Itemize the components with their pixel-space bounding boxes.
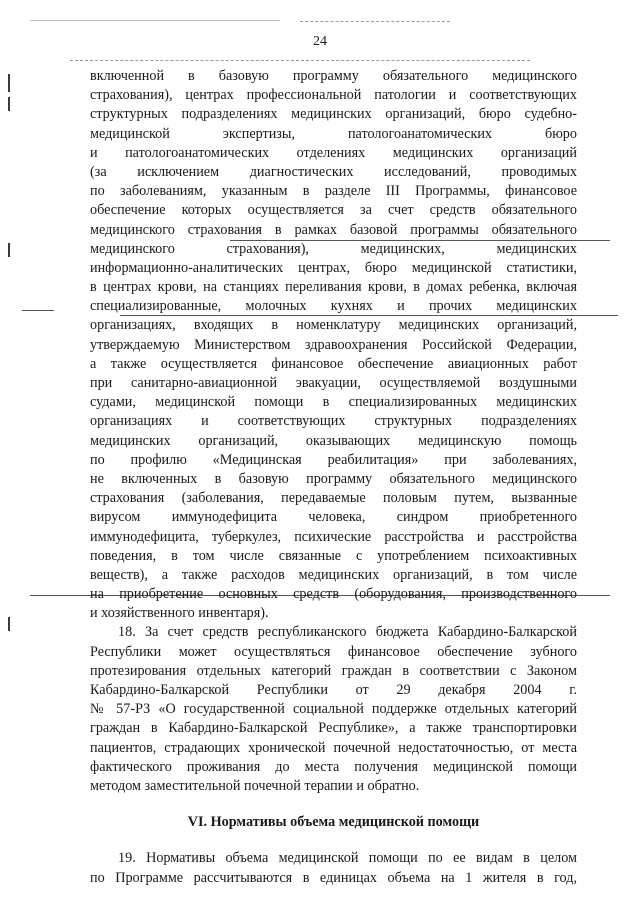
text-line: на приобретение основных средств (оборудования, производственного [90,586,577,603]
text-line: медицинской экспертизы, патологоанатомических бюро [90,125,577,142]
margin-bar [8,97,10,111]
text-line: страхования (заболевания, передаваемые половым путем, вызванные [90,490,577,507]
text-line: № 57-РЗ «О государственной социальной поддержке отдельных категорий [90,701,577,718]
text-line: медицинских организаций, оказывающих медицинскую помощь [90,432,577,449]
text-line: веществ), а также расходов медицинских организаций, в том числе [90,566,577,583]
text-line: страхования), центрах профессиональной патологии и соответствующих [90,87,577,104]
text-line: поведения, в том числе связанные с употреблением психоактивных [90,547,577,564]
section-heading: VI. Нормативы объема медицинской помощи [187,814,480,831]
text-line: медицинского страхования в рамках базовой программы обязательного [90,221,577,238]
scan-artifact-line [70,60,530,61]
text-line: по Программе рассчитываются в единицах объема на 1 жителя в год, [90,869,577,886]
text-line: (за исключением диагностических исследований, проводимых [90,163,577,180]
text-line: утверждаемую Министерством здравоохранения Российской Федерации, [90,336,577,353]
text-line: обеспечение которых осуществляется за счет средств обязательного [90,202,577,219]
text-line: пациентов, страдающих хронической почечной недостаточностью, от места [90,739,577,756]
text-line: протезирования отдельных категорий граждан в соответствии с Законом [90,662,577,679]
text-line: граждан в Кабардино-Балкарской Республике», а также транспортировки [90,720,577,737]
text-line: фактического проживания до места получения медицинской помощи [90,758,577,775]
scan-artifact-line [30,20,280,21]
body-text [90,67,577,888]
margin-bar [8,243,10,257]
text-line: вирусом иммунодефицита человека, синдром приобретенного [90,509,577,526]
text-line: организациях, входящих в номенклатуру медицинских организаций, [90,317,577,334]
margin-bar [8,74,10,92]
margin-dash [22,310,54,311]
margin-bar [8,617,10,631]
text-line: по профилю «Медицинская реабилитация» при заболеваниях, [90,451,577,468]
text-line: и патологоанатомических отделениях медицинских организаций [90,144,577,161]
text-line: методом заместительной почечной терапии и обратно. [90,777,420,794]
text-line: не включенных в базовую программу обязательного медицинского [90,470,577,487]
text-line: 19. Нормативы объема медицинской помощи по ее видам в целом [118,850,577,867]
text-line: по заболеваниям, указанным в разделе III Программы, финансовое [90,183,577,200]
scan-artifact-line [300,21,450,22]
text-line: специализированные, молочных кухнях и прочих медицинских [90,298,577,315]
text-line: организациях и соответствующих структурных подразделениях [90,413,577,430]
text-line: иммунодефицита, туберкулез, психические расстройства и расстройства [90,528,577,545]
text-line: судами, медицинской помощи в специализированных медицинских [90,394,577,411]
text-line: медицинского страхования), медицинских, медицинских [90,240,577,257]
text-line: включенной в базовую программу обязательного медицинского [90,68,577,84]
text-line: и хозяйственного инвентаря). [90,605,269,622]
text-line: Республики может осуществляться финансовое обеспечение зубного [90,643,577,660]
text-line: Кабардино-Балкарской Республики от 29 декабря 2004 г. [90,682,577,698]
text-line: при санитарно-авиационной эвакуации, осуществляемой воздушными [90,375,577,391]
text-line: в центрах крови, на станциях переливания крови, в домах ребенка, включая [90,279,577,296]
page-number: 24 [313,34,327,49]
text-line: информационно-аналитических центрах, бюро медицинской статистики, [90,259,577,276]
text-line: 18. За счет средств республиканского бюджета Кабардино-Балкарской [118,624,577,641]
text-line: а также осуществляется финансовое обеспечение авиационных работ [90,355,577,372]
text-line: структурных подразделениях медицинских организаций, бюро судебно- [90,106,577,123]
